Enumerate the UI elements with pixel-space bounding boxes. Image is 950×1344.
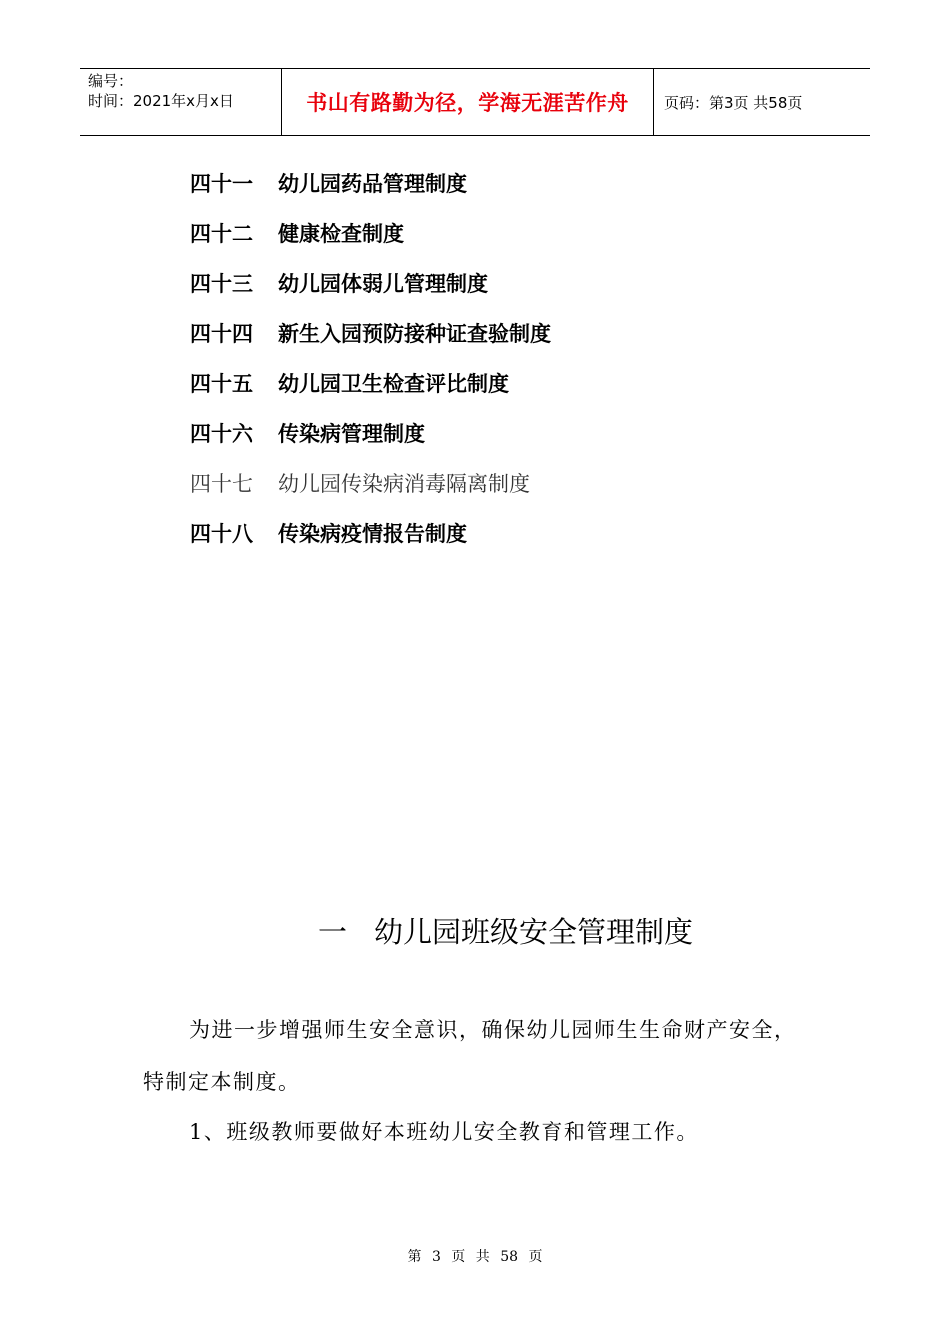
toc-item <box>190 466 551 516</box>
header-page-info: 页码：第3页 共58页 <box>664 93 803 112</box>
toc-item-number: 四十六 <box>190 422 253 446</box>
toc-item <box>190 416 551 466</box>
toc-item-number: 四十七 <box>190 472 253 496</box>
toc-item-number: 四十四 <box>190 322 253 346</box>
document-date: 时间：2021年x月x日 <box>88 92 234 110</box>
toc-item-title: 幼儿园药品管理制度 <box>278 172 467 196</box>
page-footer: 第 3 页 共 58 页 <box>407 1249 543 1265</box>
toc-item-number: 四十一 <box>190 172 253 196</box>
toc-item <box>190 266 551 316</box>
toc-item-title: 幼儿园卫生检查评比制度 <box>278 372 509 396</box>
toc-item-title: 健康检查制度 <box>278 222 404 246</box>
paragraph-intro-line-1: 为进一步增强师生安全意识，确保幼儿园师生生命财产安全， <box>189 1018 797 1042</box>
toc-item-number: 四十三 <box>190 272 253 296</box>
document-number-label: 编号： <box>88 72 134 90</box>
section-number: 一 <box>318 915 348 949</box>
section-heading <box>318 910 693 954</box>
toc-item-number: 四十五 <box>190 372 253 396</box>
paragraph-intro-line-2: 特制定本制度。 <box>143 1070 301 1094</box>
section-title-text: 幼儿园班级安全管理制度 <box>374 915 694 949</box>
toc-item <box>190 316 551 366</box>
paragraph-item-1: 1、班级教师要做好本班幼儿安全教育和管理工作。 <box>189 1120 699 1144</box>
toc-item <box>190 216 551 266</box>
header-meta <box>80 69 282 135</box>
toc-item-title: 幼儿园传染病消毒隔离制度 <box>278 472 530 496</box>
toc-item-number: 四十二 <box>190 222 253 246</box>
toc-item-title: 幼儿园体弱儿管理制度 <box>278 272 488 296</box>
toc-item <box>190 166 551 216</box>
toc-item <box>190 516 551 566</box>
toc-item-title: 传染病疫情报告制度 <box>278 522 467 546</box>
toc-item-number: 四十八 <box>190 522 253 546</box>
toc-item <box>190 366 551 416</box>
toc-item-title: 新生入园预防接种证查验制度 <box>278 322 551 346</box>
toc-item-title: 传染病管理制度 <box>278 422 425 446</box>
header-motto: 书山有路勤为径，学海无涯苦作舟 <box>282 69 654 135</box>
page-header <box>80 68 870 136</box>
table-of-contents <box>190 166 551 566</box>
